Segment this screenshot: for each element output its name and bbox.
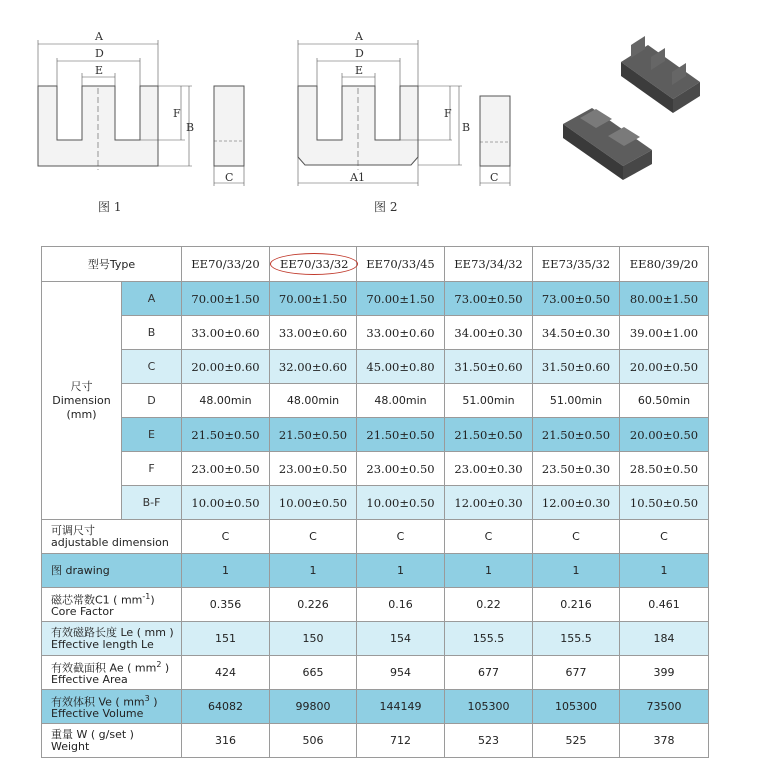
cell: 0.216 bbox=[533, 588, 620, 622]
cell: 21.50±0.50 bbox=[182, 418, 270, 452]
cell: 32.00±0.60 bbox=[270, 350, 357, 384]
cell: 28.50±0.50 bbox=[620, 452, 709, 486]
cell: 51.00min bbox=[533, 384, 620, 418]
cell: 1 bbox=[620, 554, 709, 588]
figure-2-caption: 图 2 bbox=[374, 200, 398, 214]
cell: 0.22 bbox=[445, 588, 533, 622]
fig1-label-e: E bbox=[95, 64, 104, 77]
dimension-label-cn: 尺寸 bbox=[70, 379, 93, 393]
cell: 0.226 bbox=[270, 588, 357, 622]
dim-name: B bbox=[122, 316, 182, 350]
label-cn: 磁芯常数C1 ( mm bbox=[51, 593, 143, 607]
cell: 525 bbox=[533, 724, 620, 758]
label-cn: 有效磁路长度 Le ( mm ) bbox=[51, 625, 174, 639]
dimension-label-en: Dimension bbox=[52, 393, 111, 407]
fig1-label-c: C bbox=[225, 171, 234, 184]
cell: 33.00±0.60 bbox=[182, 316, 270, 350]
fig2-label-b: B bbox=[462, 121, 471, 134]
cell: 155.5 bbox=[533, 622, 620, 656]
row-label-eff-area bbox=[42, 656, 182, 690]
table-row bbox=[42, 690, 709, 724]
cell: 48.00min bbox=[357, 384, 445, 418]
label-cn: 重量 W ( g/set ) bbox=[51, 727, 134, 741]
dim-name: B-F bbox=[122, 486, 182, 520]
cell: 73.00±0.50 bbox=[533, 282, 620, 316]
cell: 316 bbox=[182, 724, 270, 758]
table-row bbox=[42, 554, 709, 588]
cell: 154 bbox=[357, 622, 445, 656]
core-drawings bbox=[0, 0, 760, 230]
cell: C bbox=[620, 520, 709, 554]
cell: 10.00±0.50 bbox=[182, 486, 270, 520]
label-sup: -1 bbox=[142, 591, 151, 601]
label-en: Weight bbox=[51, 739, 90, 753]
figure-1-caption: 图 1 bbox=[98, 200, 122, 214]
dim-name: E bbox=[122, 418, 182, 452]
cell: 70.00±1.50 bbox=[182, 282, 270, 316]
label-cn: 有效截面积 Ae ( mm bbox=[51, 661, 157, 675]
cell: 665 bbox=[270, 656, 357, 690]
cell: C bbox=[357, 520, 445, 554]
row-label-core-factor bbox=[42, 588, 182, 622]
label-tail: ) bbox=[150, 593, 155, 607]
cell: 0.461 bbox=[620, 588, 709, 622]
fig2-label-d: D bbox=[355, 47, 364, 60]
label-en: Effective Area bbox=[51, 673, 128, 687]
cell: 105300 bbox=[445, 690, 533, 724]
cell: 51.00min bbox=[445, 384, 533, 418]
row-label-eff-volume bbox=[42, 690, 182, 724]
cell: 150 bbox=[270, 622, 357, 656]
label-cn: 有效体积 Ve ( mm bbox=[51, 695, 145, 709]
cell: 677 bbox=[533, 656, 620, 690]
dimension-unit: (mm) bbox=[66, 407, 97, 421]
table-row bbox=[42, 452, 709, 486]
fig2-label-f: F bbox=[444, 107, 452, 120]
label-sup: 3 bbox=[144, 693, 150, 703]
dim-name: F bbox=[122, 452, 182, 486]
cell: 39.00±1.00 bbox=[620, 316, 709, 350]
dim-name: C bbox=[122, 350, 182, 384]
cell: 0.16 bbox=[357, 588, 445, 622]
cell: 99800 bbox=[270, 690, 357, 724]
cell: 48.00min bbox=[270, 384, 357, 418]
cell: 33.00±0.60 bbox=[270, 316, 357, 350]
model-header: EE73/35/32 bbox=[533, 247, 620, 282]
table-row bbox=[42, 724, 709, 758]
dim-name: A bbox=[122, 282, 182, 316]
cell: 21.50±0.50 bbox=[270, 418, 357, 452]
dim-name: D bbox=[122, 384, 182, 418]
cell: 73.00±0.50 bbox=[445, 282, 533, 316]
model-header: EE70/33/20 bbox=[182, 247, 270, 282]
cell: 677 bbox=[445, 656, 533, 690]
cell: 1 bbox=[357, 554, 445, 588]
label-tail: ) bbox=[161, 661, 170, 675]
label-en: adjustable dimension bbox=[51, 535, 169, 549]
cell: 31.50±0.60 bbox=[445, 350, 533, 384]
label-cn: 可调尺寸 bbox=[51, 523, 95, 537]
cell: 34.50±0.30 bbox=[533, 316, 620, 350]
core-photo bbox=[563, 36, 700, 180]
model-header: EE73/34/32 bbox=[445, 247, 533, 282]
label-en: Effective Volume bbox=[51, 707, 144, 721]
cell: 21.50±0.50 bbox=[445, 418, 533, 452]
figure-1-drawing bbox=[38, 40, 244, 186]
table-header-row bbox=[42, 247, 709, 282]
cell: 20.00±0.50 bbox=[620, 350, 709, 384]
fig1-label-f: F bbox=[173, 107, 181, 120]
cell: 33.00±0.60 bbox=[357, 316, 445, 350]
fig1-label-a: A bbox=[95, 30, 103, 43]
cell: 1 bbox=[270, 554, 357, 588]
cell: 12.00±0.30 bbox=[445, 486, 533, 520]
cell: 31.50±0.60 bbox=[533, 350, 620, 384]
cell: 954 bbox=[357, 656, 445, 690]
row-label-drawing: 图 drawing bbox=[42, 554, 182, 588]
cell: 23.00±0.50 bbox=[357, 452, 445, 486]
fig2-label-a: A bbox=[355, 30, 363, 43]
cell: 424 bbox=[182, 656, 270, 690]
cell: C bbox=[270, 520, 357, 554]
spec-table bbox=[41, 246, 709, 758]
fig2-label-e: E bbox=[355, 64, 364, 77]
model-header-highlighted bbox=[270, 247, 357, 282]
cell: 23.00±0.50 bbox=[270, 452, 357, 486]
cell: 155.5 bbox=[445, 622, 533, 656]
figure-2-drawing bbox=[298, 40, 510, 186]
cell: 0.356 bbox=[182, 588, 270, 622]
cell: 23.00±0.50 bbox=[182, 452, 270, 486]
cell: 378 bbox=[620, 724, 709, 758]
cell: 34.00±0.30 bbox=[445, 316, 533, 350]
table-row bbox=[42, 520, 709, 554]
cell: 20.00±0.50 bbox=[620, 418, 709, 452]
cell: 70.00±1.50 bbox=[270, 282, 357, 316]
cell: 60.50min bbox=[620, 384, 709, 418]
label-tail: ) bbox=[149, 695, 158, 709]
label-en: Effective length Le bbox=[51, 637, 154, 651]
cell: C bbox=[445, 520, 533, 554]
cell: 10.00±0.50 bbox=[357, 486, 445, 520]
cell: 105300 bbox=[533, 690, 620, 724]
fig1-label-b: B bbox=[186, 121, 195, 134]
row-label-adjustable bbox=[42, 520, 182, 554]
cell: 1 bbox=[533, 554, 620, 588]
label-en: Core Factor bbox=[51, 605, 114, 619]
label-sup: 2 bbox=[156, 659, 162, 669]
cell: 21.50±0.50 bbox=[533, 418, 620, 452]
cell: 80.00±1.50 bbox=[620, 282, 709, 316]
cell: C bbox=[533, 520, 620, 554]
cell: 21.50±0.50 bbox=[357, 418, 445, 452]
table-row bbox=[42, 282, 709, 316]
model-header: EE70/33/45 bbox=[357, 247, 445, 282]
fig1-label-d: D bbox=[95, 47, 104, 60]
dimension-group-label bbox=[42, 282, 122, 520]
cell: 1 bbox=[182, 554, 270, 588]
table-row bbox=[42, 350, 709, 384]
cell: 10.00±0.50 bbox=[270, 486, 357, 520]
cell: 151 bbox=[182, 622, 270, 656]
cell: C bbox=[182, 520, 270, 554]
highlight-circle: EE70/33/32 bbox=[270, 253, 358, 275]
fig2-label-c: C bbox=[490, 171, 499, 184]
cell: 45.00±0.80 bbox=[357, 350, 445, 384]
cell: 73500 bbox=[620, 690, 709, 724]
table-row bbox=[42, 486, 709, 520]
cell: 23.00±0.30 bbox=[445, 452, 533, 486]
cell: 523 bbox=[445, 724, 533, 758]
cell: 64082 bbox=[182, 690, 270, 724]
table-row bbox=[42, 316, 709, 350]
cell: 184 bbox=[620, 622, 709, 656]
table-row bbox=[42, 656, 709, 690]
table-row bbox=[42, 588, 709, 622]
cell: 70.00±1.50 bbox=[357, 282, 445, 316]
fig2-label-a1: A1 bbox=[350, 171, 365, 184]
cell: 10.50±0.50 bbox=[620, 486, 709, 520]
row-label-eff-length bbox=[42, 622, 182, 656]
table-row bbox=[42, 622, 709, 656]
table-row bbox=[42, 384, 709, 418]
cell: 48.00min bbox=[182, 384, 270, 418]
row-label-weight bbox=[42, 724, 182, 758]
figure-area bbox=[0, 0, 760, 230]
cell: 712 bbox=[357, 724, 445, 758]
cell: 506 bbox=[270, 724, 357, 758]
cell: 1 bbox=[445, 554, 533, 588]
cell: 12.00±0.30 bbox=[533, 486, 620, 520]
cell: 144149 bbox=[357, 690, 445, 724]
cell: 399 bbox=[620, 656, 709, 690]
model-header: EE80/39/20 bbox=[620, 247, 709, 282]
table-row bbox=[42, 418, 709, 452]
cell: 20.00±0.60 bbox=[182, 350, 270, 384]
cell: 23.50±0.30 bbox=[533, 452, 620, 486]
type-header: 型号Type bbox=[42, 247, 182, 282]
